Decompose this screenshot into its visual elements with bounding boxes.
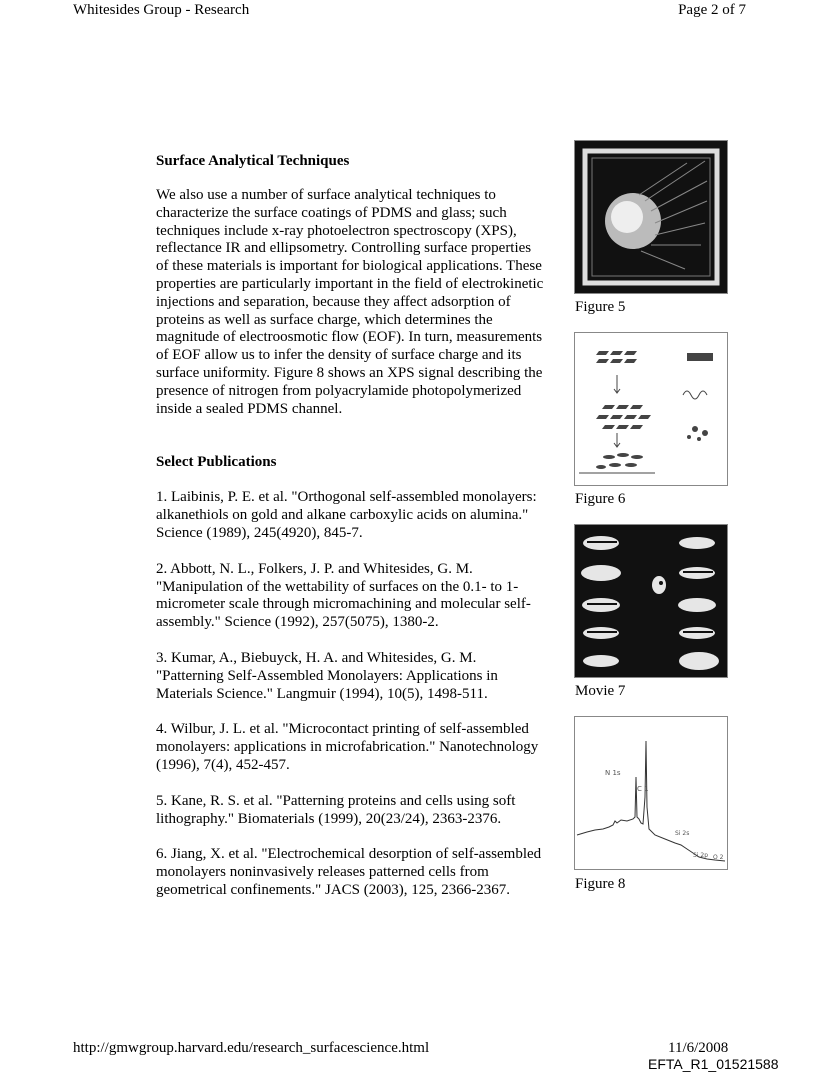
figure-8-caption: Figure 8 (575, 876, 626, 892)
movie-7-caption: Movie 7 (575, 683, 626, 699)
figure-5-caption: Figure 5 (575, 299, 626, 315)
fig8-label-n1s: N 1s (605, 769, 621, 777)
publication-item: 1. Laibinis, P. E. et al. "Orthogonal self-assembled monolayers: alkanethiols on gold and alkane carboxylic acids on alumina." Science (1989), 245(4920), 845-7. (156, 489, 537, 541)
fig8-label-si2s: Si 2s (675, 830, 690, 837)
figure-6-caption: Figure 6 (575, 491, 626, 507)
main-content (156, 152, 546, 918)
section-title-surface-analytical: Surface Analytical Techniques (156, 153, 350, 169)
page-number: Page 2 of 7 (678, 2, 746, 18)
surface-analytical-body: We also use a number of surface analytical techniques to characterize the surface coatings of PDMS and glass; such techniques include x-ray photoelectron spectroscopy (XPS), reflectance IR and ellipsometry. Controlling surface properties of these materials is important for biological applications. These properties are particularly important in the field of electrokinetic injections and separation, because they affect adsorption of proteins as well as surface charge, which determines the magnitude of electroosmotic flow (EOF). In turn, measurements of EOF allow us to infer the density of surface charge and its surface uniformity. Figure 8 shows an XPS signal describing the presence of nitrogen from polyacrylamide photopolymerized inside a sealed PDMS channel. (156, 187, 544, 417)
section-title-publications: Select Publications (156, 454, 277, 471)
document-id: EFTA_R1_01521588 (648, 1056, 779, 1072)
publication-item: 6. Jiang, X. et al. "Electrochemical desorption of self-assembled monolayers noninvasively releases patterned cells from geometrical confinements." JACS (2003), 125, 2366-2367. (156, 846, 542, 898)
publication-item: 3. Kumar, A., Biebuyck, H. A. and Whitesides, G. M. "Patterning Self-Assembled Monolayers: Applications in Materials Science." Langmuir (1994), 10(5), 1498-511. (156, 649, 498, 702)
fig8-label-si2p: Si 2p (693, 852, 709, 859)
publication-item: 4. Wilbur, J. L. et al. "Microcontact printing of self-assembled monolayers: applications in microfabrication." Nanotechnology (1996), 7(4), 452-457. (156, 721, 539, 773)
footer-date: 11/6/2008 (668, 1040, 729, 1056)
figure-6-image[interactable] (574, 332, 728, 486)
header-title: Whitesides Group - Research (73, 2, 250, 18)
figure-8-image[interactable] (574, 716, 728, 870)
footer-url: http://gmwgroup.harvard.edu/research_surfacescience.html (73, 1040, 430, 1056)
movie-7-image[interactable] (574, 524, 728, 678)
publication-item: 5. Kane, R. S. et al. "Patterning proteins and cells using soft lithography." Biomaterials (1999), 20(23/24), 2363-2376. (156, 792, 516, 827)
fig8-label-c1: C 1 (637, 785, 649, 793)
publication-item: 2. Abbott, N. L., Folkers, J. P. and Whitesides, G. M. "Manipulation of the wettability of surfaces on the 0.1- to 1-micrometer scale through micromachining and molecular self-assembly." Science (1992), 257(5075), 1380-2. (156, 560, 531, 631)
fig8-label-o2: O 2 (713, 854, 724, 861)
figure-5-image[interactable] (574, 140, 728, 294)
